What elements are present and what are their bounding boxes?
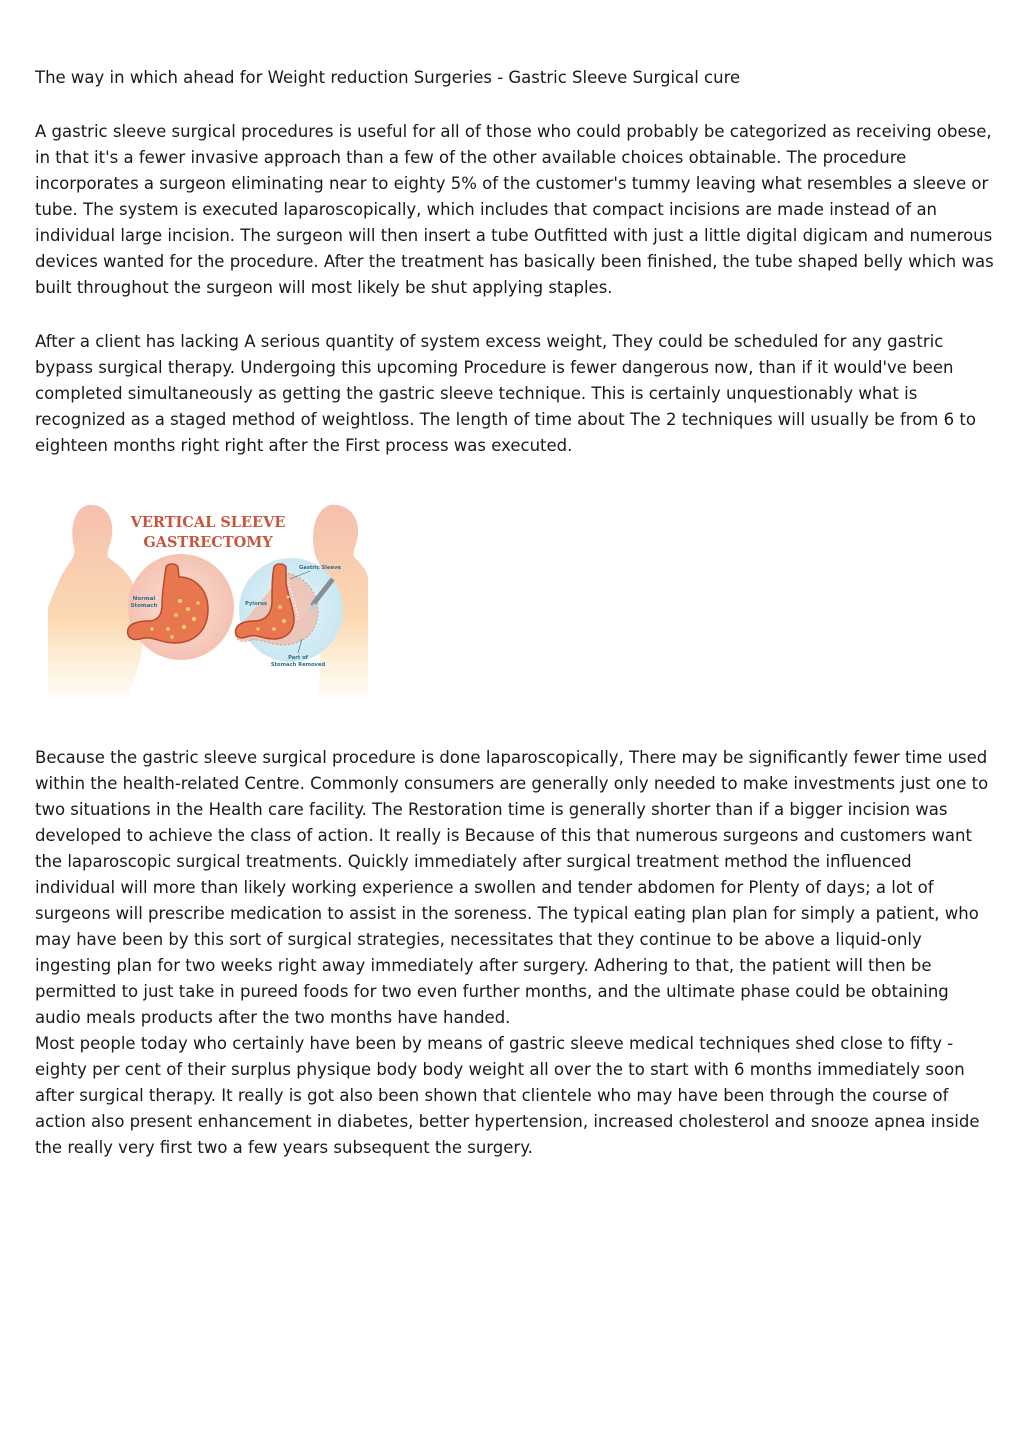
figure-heading-line1: VERTICAL SLEEVE [130,514,286,531]
document-title: The way in which ahead for Weight reduction Surgeries - Gastric Sleeve Surgical cure [35,68,741,87]
obese-silhouette [48,505,143,695]
paragraph-2: After a client has lacking A serious quantity of system excess weight, They could be scheduled for any gastric bypass surgical therapy. Undergoing this upcoming Procedure is fewer dangerous now, than if it would've been completed simultaneously as getting the gastric sleeve technique. This is certainly unquestionably what is recognized as a staged method of weightloss. The length of time about The 2 techniques will usually be from 6 to eighteen months right right after the First process was executed. [35,332,976,455]
paragraph-4: Most people today who certainly have been by means of gastric sleeve medical techniques shed close to fifty - eighty per cent of their surplus physique body body weight all over the to start with 6 months immediately soon after surgical therapy. It really is got also been shown that clientele who may have been through the course of action also present enhancement in diabetes, better hypertension, increased cholesterol and snooze apnea inside the really very first two a few years subsequent the surgery. [35,1034,980,1157]
figure-heading-line2: GASTRECTOMY [143,534,273,551]
label-gastric-sleeve: Gastric Sleeve [299,565,341,571]
label-normal-line1: Normal [132,596,156,602]
paragraph-1: A gastric sleeve surgical procedures is useful for all of those who could probably be categorized as receiving obese, in that it's a fewer invasive approach than a few of the other available choices obtainable. The procedure incorporates a surgeon eliminating near to eighty 5% of the customer's tummy leaving what resembles a sleeve or tube. The system is executed laparoscopically, which includes that compact incisions are made instead of an individual large incision. The surgeon will then insert a tube Outfitted with just a little digital digicam and numerous devices wanted for the procedure. After the treatment has basically been finished, the tube shaped belly which was built throughout the surgeon will most likely be shut applying staples. [35,122,994,297]
label-removed-line1: Part of [288,655,308,661]
gastrectomy-illustration [48,497,368,697]
label-removed-line2: Stomach Removed [270,662,326,668]
paragraph-3: Because the gastric sleeve surgical procedure is done laparoscopically, There may be significantly fewer time used within the health-related Centre. Commonly consumers are generally only needed to make investments just one to two situations in the Health care facility. The Restoration time is generally shorter than if a bigger incision was developed to achieve the class of action. It really is Because of this that numerous surgeons and customers want the laparoscopic surgical treatments. Quickly immediately after surgical treatment method the influenced individual will more than likely working experience a swollen and tender abdomen for Plenty of days; a lot of surgeons will prescribe medication to assist in the soreness. The typical eating plan plan for simply a patient, who may have been by this sort of surgical strategies, necessitates that they continue to be above a liquid-only ingesting plan for two weeks right away immediately after surgery. Adhering to that, the patient will then be permitted to just take in pureed foods for two even further months, and the ultimate phase could be obtaining audio meals products after the two months have handed. [35,748,989,1027]
label-pylorus: Pylorus [245,601,267,607]
label-normal-line2: Stomach [130,603,158,609]
